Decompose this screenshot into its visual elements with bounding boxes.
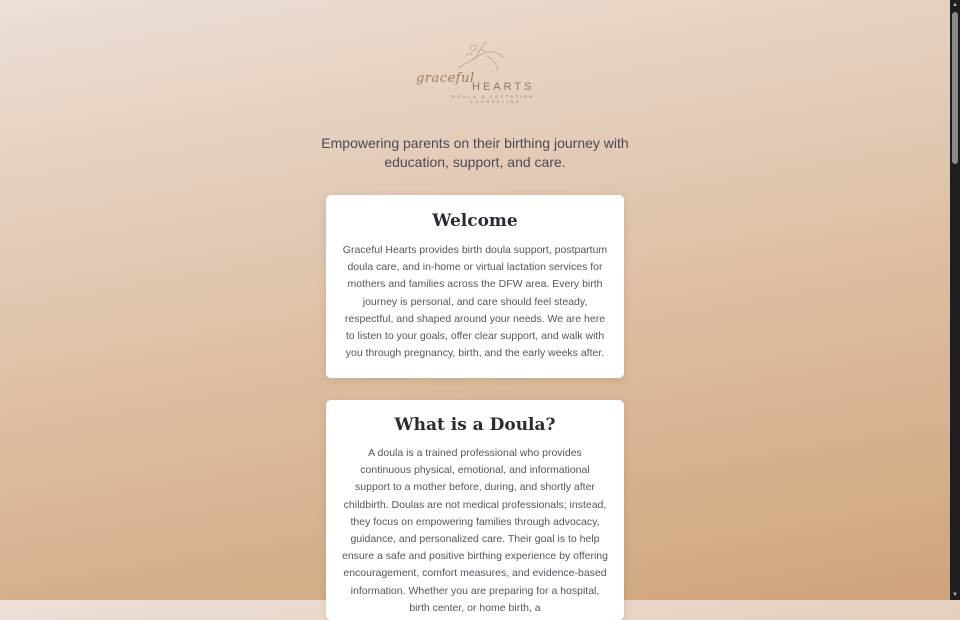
brand-subtitle: DOULA & LACTATION <box>452 94 535 99</box>
scroll-down-arrow-icon[interactable]: ▼ <box>952 592 958 598</box>
card-title: Welcome <box>432 211 518 231</box>
doula-card <box>326 400 624 620</box>
card-body: A doula is a trained professional who provides continuous physical, emotional, and informational support to a mother before, during, and shortly after childbirth. Doulas are not medical professionals; instead, they focus on empowering families through advocacy, guidance, and personalized care. Their goal is to help ensure a safe and positive birthing experience by offering encouragement, comfort measures, and evidence-based information. Whether you are preparing for a hospital, birth center, or home birth, a <box>342 447 608 614</box>
scroll-thumb[interactable] <box>952 12 958 164</box>
card-title: What is a Doula? <box>394 415 556 435</box>
brand-name: HEARTS <box>472 81 535 93</box>
vertical-scrollbar[interactable] <box>950 0 960 600</box>
welcome-card <box>326 195 624 378</box>
scroll-up-arrow-icon[interactable]: ▲ <box>952 2 958 8</box>
brand-script: graceful <box>416 71 475 86</box>
tagline: Empowering parents on their birthing journey with education, support, and care. <box>321 135 629 170</box>
graceful-hearts-logo[interactable] <box>414 38 554 110</box>
card-body: Graceful Hearts provides birth doula support, postpartum doula care, and in-home or virtual lactation services for mothers and families across the DFW area. Every birth journey is personal, and care should feel steady, respectful, and shaped around your needs. We are here to listen to your goals, offer clear support, and walk with you through pregnancy, birth, and the early weeks after. <box>342 244 608 360</box>
brand-subtitle-2: COUNSELING <box>470 99 522 104</box>
